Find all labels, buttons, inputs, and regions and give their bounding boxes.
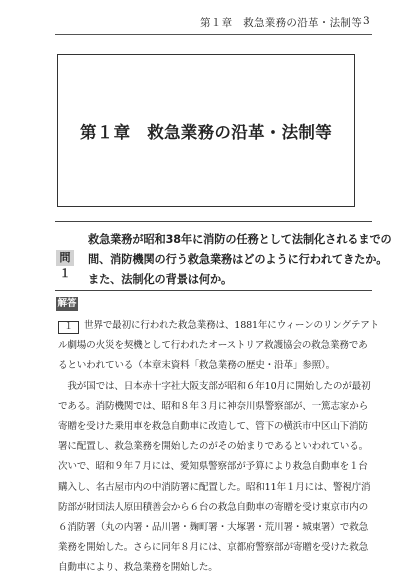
chapter-title: 第１章 救急業務の沿革・法制等 bbox=[80, 123, 332, 142]
answer-line: 寄贈を受けた乗用車を救急自動車に改造して、管下の横浜市中区山下消防 bbox=[58, 420, 368, 432]
point-number-box: １ bbox=[58, 321, 79, 334]
answer-line: ル劇場の火災を契機として行われたオーストリア救護協会の救急業務であ bbox=[58, 340, 368, 352]
header-rule bbox=[55, 34, 372, 35]
chapter-title-box bbox=[57, 54, 355, 207]
answer-line: 自動車により、救急業務を開始した。 bbox=[58, 562, 218, 574]
answer-line-text: 世界で最初に行われた救急業務は、1881年にウィーンのリングテアト bbox=[84, 320, 380, 331]
answer-line: である。消防機関では、昭和８年３月に神奈川県警察部が、一篤志家から bbox=[58, 400, 368, 412]
question-line: また、法制化の背景は何か。 bbox=[88, 273, 233, 286]
running-head-title: 第１章 救急業務の沿革・法制等 bbox=[200, 17, 362, 29]
question-text bbox=[88, 230, 392, 290]
question-bottom-rule bbox=[55, 290, 372, 291]
question-line: 救急業務が昭和38年に消防の任務として法制化されるまでの bbox=[88, 233, 392, 246]
answer-badge: 解答 bbox=[57, 298, 77, 309]
answer-line: ６消防署（丸の内署・品川署・麹町署・大塚署・荒川署・城東署）で救急 bbox=[58, 521, 368, 533]
answer-line: 防部が財団法人原田積善会から６台の救急自動車の寄贈を受け東京市内の bbox=[58, 501, 368, 513]
answer-line: 次いで、昭和９年７月には、愛知県警察部が予算により救急自動車を１台 bbox=[58, 461, 368, 473]
answer-line bbox=[58, 316, 380, 336]
question-badge: 問１ bbox=[56, 250, 74, 266]
question-top-rule bbox=[55, 221, 372, 222]
running-head bbox=[200, 15, 370, 30]
answer-body bbox=[58, 316, 380, 578]
answer-line: 購入し、名古屋市内の中消防署に配置した。昭和11年１月には、警視庁消 bbox=[58, 481, 371, 493]
answer-line: 業務を開始した。さらに同年８月には、京都府警察部が寄贈を受けた救急 bbox=[58, 542, 368, 554]
question-line: 間、消防機関の行う救急業務はどのように行われてきたか。 bbox=[88, 253, 388, 266]
answer-line: るといわれている（本章末資料「救急業務の歴史・沿革」参照）。 bbox=[58, 360, 336, 372]
page-number: 3 bbox=[363, 15, 370, 27]
answer-line: 我が国では、日本赤十字社大阪支部が昭和６年10月に開始したのが最初 bbox=[58, 380, 371, 392]
answer-line: 署に配置し、救急業務を開始したのがその始まりであるといわれている。 bbox=[58, 441, 368, 453]
